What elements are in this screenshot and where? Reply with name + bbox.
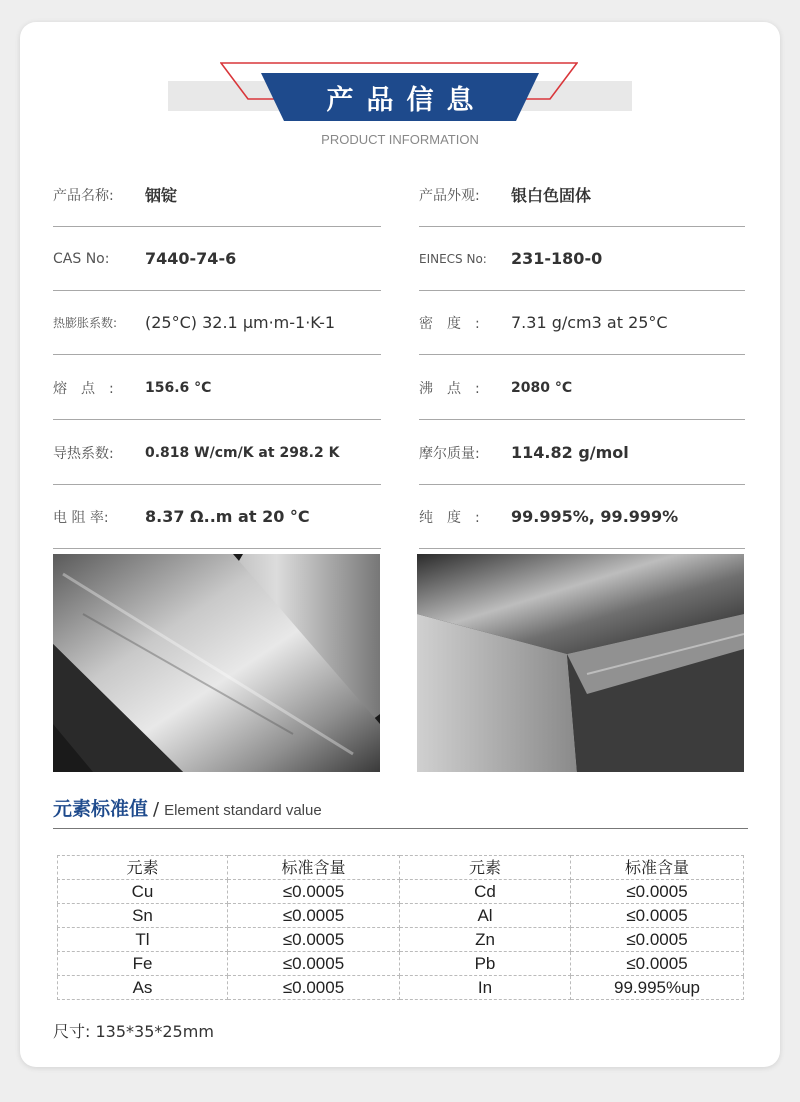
spec-value: 8.37 Ω..m at 20 °C (145, 507, 310, 526)
section-title (53, 794, 322, 820)
table-cell: 99.995%up (571, 976, 744, 1000)
table-cell: In (400, 976, 571, 1000)
spec-resistivity (53, 485, 381, 549)
spec-value: 156.6 °C (145, 379, 212, 396)
spec-molar-mass (419, 421, 745, 485)
spec-value: 铟锭 (145, 186, 178, 205)
spec-thermal-conductivity (53, 421, 381, 485)
table-cell: Cu (58, 880, 228, 904)
table-cell: ≤0.0005 (228, 880, 400, 904)
spec-label: 电 阻 率: (53, 509, 109, 526)
spec-label: 熔 点 : (53, 380, 114, 397)
indium-ingot-photo-left (53, 554, 380, 772)
product-size: 尺寸: 135*35*25mm (53, 1022, 214, 1041)
table-cell: ≤0.0005 (571, 880, 744, 904)
spec-label: 纯 度 : (419, 509, 480, 526)
spec-boiling-point (419, 356, 745, 420)
table-cell: As (58, 976, 228, 1000)
table-cell: Sn (58, 904, 228, 928)
table-cell: Fe (58, 952, 228, 976)
section-title-en: Element standard value (164, 802, 322, 819)
spec-value: 0.818 W/cm/K at 298.2 K (145, 444, 340, 461)
table-header-cell: 标准含量 (571, 856, 744, 880)
table-cell: ≤0.0005 (571, 928, 744, 952)
indium-ingot-photo-right (417, 554, 744, 772)
table-cell: ≤0.0005 (571, 952, 744, 976)
spec-label: 热膨胀系数: (53, 316, 118, 330)
section-title-separator: / (153, 799, 160, 820)
page-subtitle: PRODUCT INFORMATION (321, 132, 479, 147)
table-row (58, 976, 744, 1000)
table-cell: ≤0.0005 (228, 952, 400, 976)
spec-value: (25°C) 32.1 µm·m-1·K-1 (145, 313, 336, 332)
section-divider (53, 828, 748, 829)
spec-label: 摩尔质量: (419, 445, 480, 462)
spec-label: EINECS No: (419, 251, 487, 266)
table-row (58, 952, 744, 976)
spec-label: 产品外观: (419, 187, 480, 204)
table-header-cell: 标准含量 (228, 856, 400, 880)
table-cell: Zn (400, 928, 571, 952)
spec-label: 导热系数: (53, 445, 114, 462)
table-cell: Tl (58, 928, 228, 952)
spec-value: 231-180-0 (511, 249, 603, 268)
spec-purity (419, 485, 745, 549)
spec-value: 7.31 g/cm3 at 25°C (511, 313, 668, 332)
spec-label: 产品名称: (53, 187, 114, 204)
spec-appearance (419, 163, 745, 227)
spec-value: 99.995%, 99.999% (511, 507, 679, 526)
spec-cas (53, 227, 381, 291)
spec-label: 沸 点 : (419, 380, 480, 397)
spec-label: 密 度 : (419, 315, 480, 332)
spec-name (53, 163, 381, 227)
element-standard-table (57, 855, 744, 1000)
table-header-row (58, 856, 744, 880)
spec-value: 7440-74-6 (145, 249, 237, 268)
table-cell: Pb (400, 952, 571, 976)
page-title: 产品信息 (326, 84, 487, 116)
spec-thermal-expansion (53, 291, 381, 355)
spec-einecs (419, 227, 745, 291)
spec-value: 2080 °C (511, 379, 573, 396)
table-row (58, 880, 744, 904)
spec-value: 银白色固体 (511, 186, 592, 205)
table-cell: ≤0.0005 (228, 928, 400, 952)
spec-label: CAS No: (53, 250, 110, 267)
spec-melting-point (53, 356, 381, 420)
spec-density (419, 291, 745, 355)
table-cell: ≤0.0005 (571, 904, 744, 928)
table-row (58, 904, 744, 928)
table-header-cell: 元素 (400, 856, 571, 880)
table-cell: ≤0.0005 (228, 904, 400, 928)
table-header-cell: 元素 (58, 856, 228, 880)
table-row (58, 928, 744, 952)
table-cell: Al (400, 904, 571, 928)
table-cell: ≤0.0005 (228, 976, 400, 1000)
table-cell: Cd (400, 880, 571, 904)
section-title-cn: 元素标准值 (53, 798, 149, 820)
spec-value: 114.82 g/mol (511, 443, 629, 462)
